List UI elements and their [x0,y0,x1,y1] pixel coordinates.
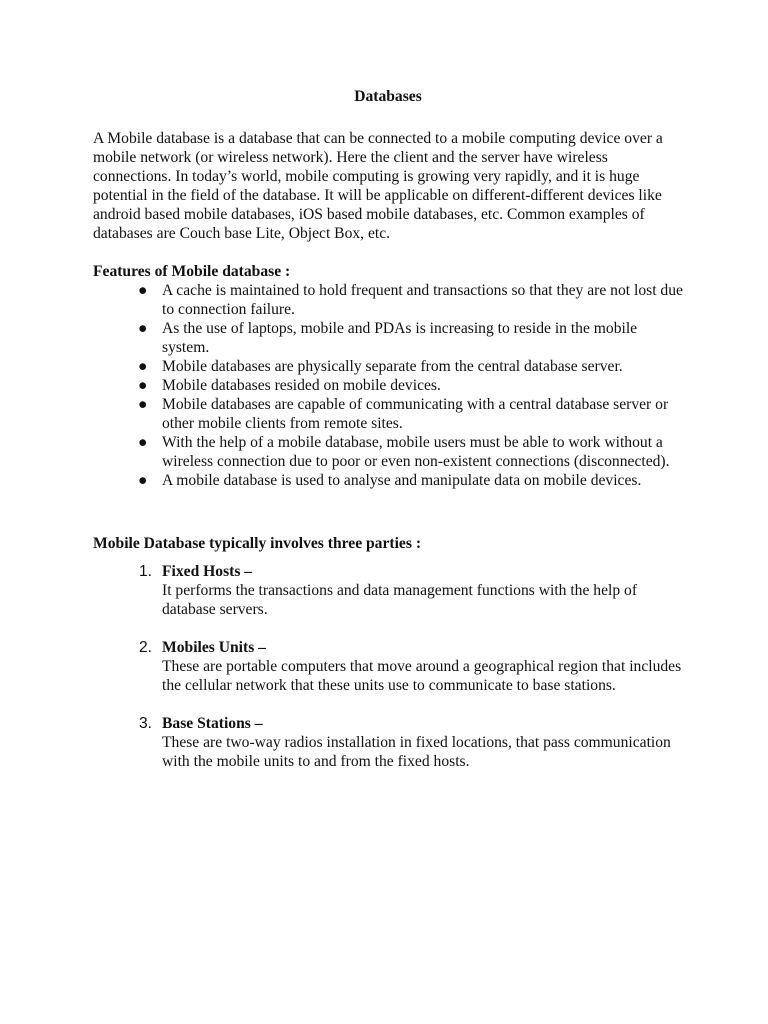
feature-text: Mobile databases resided on mobile devices. [162,377,441,394]
feature-text: A cache is maintained to hold frequent and transactions so that they are not lost due to connection failure. [162,282,683,318]
list-number: 3. [139,715,153,732]
party-item [93,714,683,771]
features-list [93,281,683,490]
party-description: These are two-way radios installation in fixed locations, that pass communication with the mobile units to and from the fixed hosts. [162,734,671,770]
feature-text: Mobile databases are physically separate from the central database server. [162,358,623,375]
bullet-icon: ● [138,472,148,489]
bullet-icon: ● [138,377,148,394]
feature-item [93,319,683,357]
feature-item [93,433,683,471]
party-term: Mobiles Units – [162,639,266,656]
document-title: Databases [354,88,422,105]
feature-item [93,281,683,319]
feature-item [93,357,683,376]
party-item [93,562,683,619]
party-term: Base Stations – [162,715,263,732]
list-number: 2. [139,639,153,656]
feature-text: Mobile databases are capable of communicating with a central database server or other mobile clients from remote sites. [162,396,669,432]
party-term: Fixed Hosts – [162,563,253,580]
feature-item [93,471,683,490]
party-item [93,638,683,695]
parties-heading: Mobile Database typically involves three parties : [93,535,422,552]
bullet-icon: ● [138,396,148,413]
bullet-icon: ● [138,320,148,337]
bullet-icon: ● [138,358,148,375]
feature-item [93,395,683,433]
feature-text: As the use of laptops, mobile and PDAs is increasing to reside in the mobile system. [162,320,638,356]
feature-text: With the help of a mobile database, mobile users must be able to work without a wireless connection due to poor or even non-existent connections (disconnected). [162,434,670,470]
party-description: These are portable computers that move around a geographical region that includes the cellular network that these units use to communicate to base stations. [162,658,682,694]
list-number: 1. [139,563,153,580]
intro-paragraph: A Mobile database is a database that can be connected to a mobile computing device over a mobile network (or wireless network). Here the client and the server have wireless connections. In today’s world, mobile computing is growing very rapidly, and it is huge potential in the field of the database. It will be applicable on different-different devices like android based mobile databases, iOS based mobile databases, etc. Common examples of databases are Couch base Lite, Object Box, etc. [93,130,663,242]
bullet-icon: ● [138,434,148,451]
party-description: It performs the transactions and data management functions with the help of database servers. [162,582,638,618]
parties-list [93,562,683,771]
feature-text: A mobile database is used to analyse and manipulate data on mobile devices. [162,472,642,489]
features-heading: Features of Mobile database : [93,263,291,280]
bullet-icon: ● [138,282,148,299]
feature-item [93,376,683,395]
document-page [93,87,683,790]
